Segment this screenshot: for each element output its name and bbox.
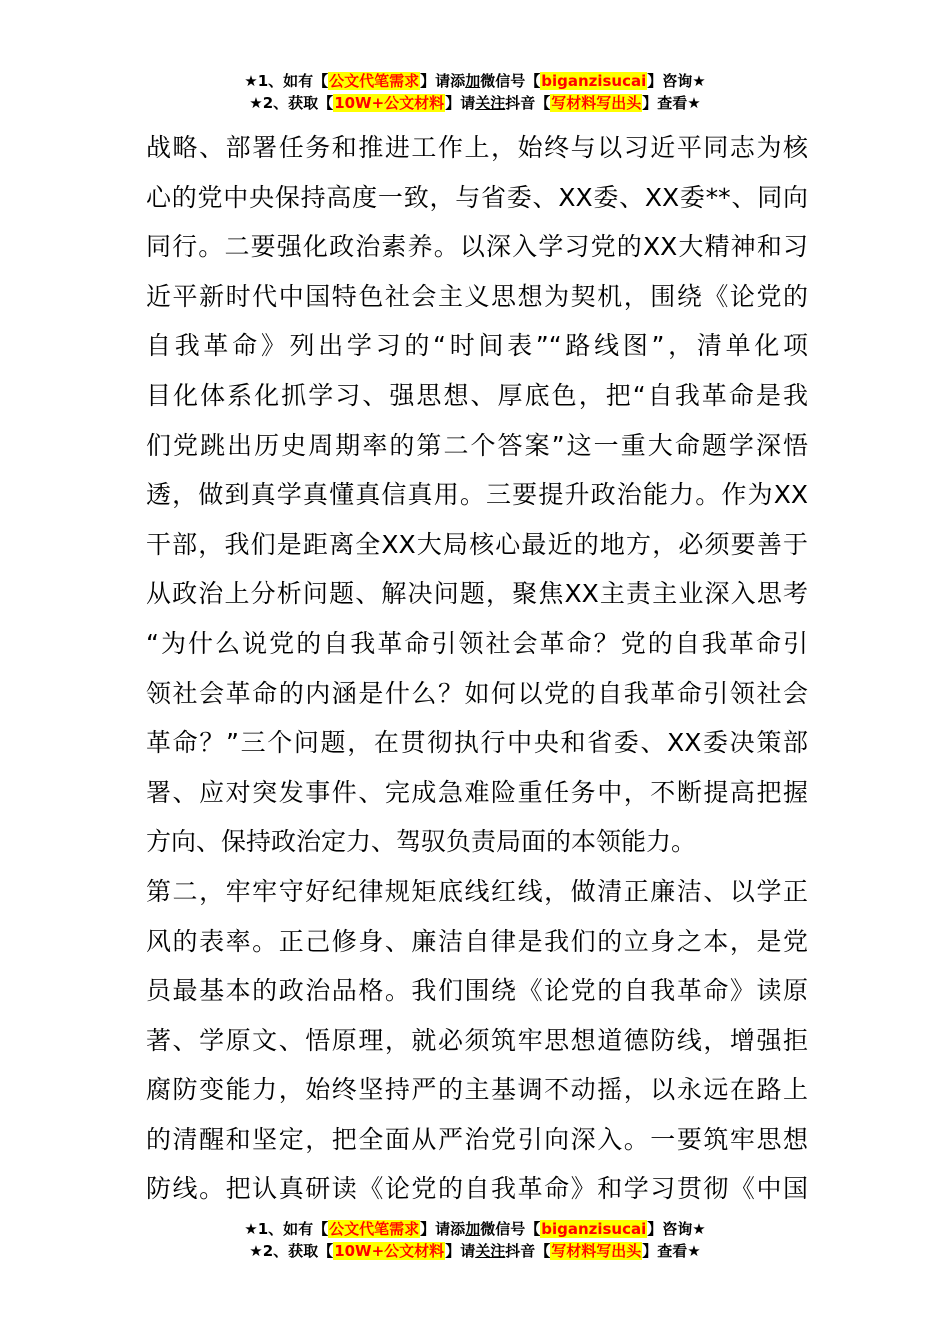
highlight-materials: 10W+公文材料 [334, 1242, 445, 1260]
text-line: 腐防变能力，始终坚持严的主基调不动摇，以永远在路上 [146, 1075, 808, 1105]
banner-line-1: ★1、如有【公文代笔需求】请添加微信号【biganzisucai】咨询★ [244, 1220, 706, 1238]
text-line: 方向、保持政治定力、驾驭负责局面的本领能力。 [146, 827, 697, 857]
text-line: 们党跳出历史周期率的第二个答案”这一重大命题学深悟 [146, 430, 808, 460]
header-banner [0, 70, 950, 114]
highlight-service: 公文代笔需求 [329, 72, 420, 90]
text-line: 从政治上分析问题、解决问题，聚焦XX主责主业深入思考 [146, 579, 808, 609]
highlight-douyin-account: 写材料写出头 [551, 94, 642, 112]
text-line: 透，做到真学真懂真信真用。三要提升政治能力。作为XX [146, 480, 808, 510]
banner-line-1: ★1、如有【公文代笔需求】请添加微信号【biganzisucai】咨询★ [244, 72, 706, 90]
text-line: 革命？”三个问题，在贯彻执行中央和省委、XX委决策部 [146, 728, 808, 758]
highlight-service: 公文代笔需求 [329, 1220, 420, 1238]
text-line: 近平新时代中国特色社会主义思想为契机，围绕《论党的 [146, 281, 808, 311]
text-line: 自我革命》列出学习的“时间表”“路线图”，清单化项 [146, 331, 808, 361]
text-line: 目化体系化抓学习、强思想、厚底色，把“自我革命是我 [146, 380, 808, 410]
text-line: 著、学原文、悟原理，就必须筑牢思想道德防线，增强拒 [146, 1025, 808, 1055]
text-line: 的清醒和坚定，把全面从严治党引向深入。一要筑牢思想 [146, 1124, 808, 1154]
highlight-materials: 10W+公文材料 [334, 94, 445, 112]
text-line: 风的表率。正己修身、廉洁自律是我们的立身之本，是党 [146, 926, 808, 956]
highlight-wechat-id: biganzisucai [541, 72, 647, 90]
text-line: 领社会革命的内涵是什么？如何以党的自我革命引领社会 [146, 678, 808, 708]
document-body [146, 123, 808, 1214]
text-line: 战略、部署任务和推进工作上，始终与以习近平同志为核 [146, 133, 808, 162]
text-line: 第二，牢牢守好纪律规矩底线红线，做清正廉洁、以学正 [146, 876, 808, 906]
text-line: 防线。把认真研读《论党的自我革命》和学习贯彻《中国 [146, 1174, 808, 1204]
text-line: 同行。二要强化政治素养。以深入学习党的XX大精神和习 [146, 232, 808, 262]
banner-line-2: ★2、获取【10W+公文材料】请关注抖音【写材料写出头】查看★ [249, 94, 701, 112]
banner-line-2: ★2、获取【10W+公文材料】请关注抖音【写材料写出头】查看★ [249, 1242, 701, 1260]
text-line: 心的党中央保持高度一致，与省委、XX委、XX委**、同向 [146, 182, 808, 212]
paragraph-1 [146, 123, 808, 867]
text-line: “为什么说党的自我革命引领社会革命？党的自我革命引 [146, 628, 808, 658]
text-line: 干部，我们是距离全XX大局核心最近的地方，必须要善于 [146, 529, 808, 559]
text-line: 署、应对突发事件、完成急难险重任务中，不断提高把握 [146, 777, 808, 807]
footer-banner [0, 1218, 950, 1262]
highlight-wechat-id: biganzisucai [541, 1220, 647, 1238]
text-line: 员最基本的政治品格。我们围绕《论党的自我革命》读原 [146, 976, 808, 1006]
paragraph-2 [146, 867, 808, 1214]
highlight-douyin-account: 写材料写出头 [551, 1242, 642, 1260]
